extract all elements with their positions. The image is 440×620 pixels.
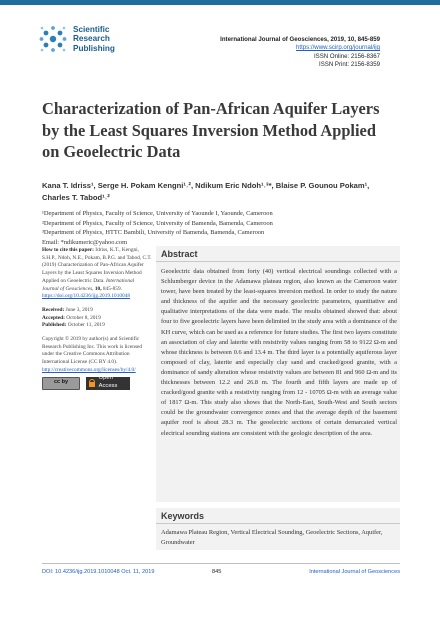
keywords-section [156, 508, 400, 550]
accepted-label: Accepted: [42, 314, 65, 321]
open-lock-icon [89, 379, 95, 387]
footer-doi[interactable]: DOI: 10.4236/ijg.2019.1010048 Oct. 11, 2019 [42, 569, 155, 575]
footer-divider [42, 563, 400, 564]
open-access-badge[interactable] [86, 377, 130, 390]
published-value: October 11, 2019 [67, 322, 105, 329]
cite-volume: 10, [94, 285, 102, 292]
cc-by-badge[interactable]: cc by [42, 377, 80, 390]
journal-citation: International Journal of Geosciences, 2019, 10, 845-859 [220, 36, 380, 43]
publisher-name-line: Scientific [73, 24, 110, 34]
received-date [42, 307, 152, 315]
cite-heading: How to cite this paper: [42, 247, 94, 253]
issn-print: ISSN Print: 2156-8359 [319, 61, 380, 69]
copyright-text: Copyright © 2019 by author(s) and Scientific Research Publishing Inc. This work is licensed under the Creative Commons Attribution International License (CC BY 4.0). [42, 336, 143, 366]
keywords-divider [156, 523, 400, 524]
citation-block [42, 247, 152, 301]
issn-online: ISSN Online: 2156-8367 [313, 52, 380, 60]
affiliation-item: ³Department of Physics, HTTC Bambili, University of Bamenda, Bamenda, Cameroon [42, 229, 265, 237]
page-number: 845 [212, 569, 222, 575]
accepted-date [42, 315, 152, 323]
accepted-value: October 8, 2019 [66, 314, 101, 321]
authors-line: Kana T. Idriss¹, Serge H. Pokam Kengni¹˒², Ndikum Eric Ndoh¹˒³*, Blaise P. Gounou Pokam¹, [42, 181, 370, 190]
affiliation-email[interactable]: Email: *ndikumeric@yahoo.com [42, 238, 128, 246]
article-title: Characterization of Pan-African Aquifer Layers by the Least Squares Inversion Method Applied on Geoelectric Data [42, 99, 380, 161]
license-link[interactable]: http://creativecommons.org/licenses/by/4.0/ [42, 366, 136, 373]
open-access-label: Open Access [98, 375, 118, 390]
publisher-name-line: Publishing [73, 43, 115, 53]
abstract-section [156, 246, 400, 502]
article-sidebar [42, 247, 152, 396]
publisher-name [73, 25, 115, 53]
received-value: June 3, 2019 [65, 306, 93, 313]
cite-doi-link[interactable]: https://doi.org/10.4236/ijg.2019.1010048 [42, 293, 131, 300]
dates-block [42, 307, 152, 330]
abstract-body: Geoelectric data obtained from forty (40) vertical electrical soundings collected with a Schlumberger device in the Adamawa plateau region, also known as the Cameroon water tower, have been treated by the least-squares inversion method. In order to study the nature and thickness of the aquifer and the necessary geoelectric parameters, quantitative and qualitative interpretations of the data were made. The results obtained showed that: about four to five geoelectric layers have been delimited in the study area with a dominance of the KH curve, which can be used as a reference for future studies. The first two layers constitute an association of clay and laterite with resistivity values ranging from 58 to 9122 Ω-m and whose thickness is between 0.6 and 13.4 m. The third layer is a potentially aquiferous layer composed of clay, laterite and especially clay sand and cracked/good granite, with a dominance of sandy alteration whose resistivity values are between 81 and 960 Ω-m and its thicknesses between 12.2 and 26.8 m. The fourth and fifth layers are made up of cracked/good granite with a resistivity ranging from 12 - 10705 Ω-m with an average value of 1817 Ω-m. This study also shows that the North-East, South-West and South sectors could be the groundwater convergence zones and that the average depth of the basement aquifer roof is about 28.3 m. The geoelectric sections of certain demarcated vertical electrical sounding stations are consistent with the geologic description of the area. [161, 268, 397, 437]
keywords-heading: Keywords [161, 511, 205, 521]
author-list [42, 180, 402, 204]
cite-pages: 845-859. [102, 285, 123, 292]
abstract-divider [156, 261, 400, 262]
received-label: Received: [42, 306, 65, 313]
scirp-logo-icon [38, 24, 68, 54]
publisher-name-line: Research [73, 34, 110, 44]
cite-journal: International Journal of Geosciences, [42, 277, 135, 292]
journal-info [220, 36, 380, 70]
cite-text: Idriss, K.T., Kengni, S.H.P., Ndoh, N.E., Pokam, B.P.G. and Tabod, C.T. (2019) Characterization of Pan-African Aquifer Layers by the Least Squares Inversion Method Applied on Geoelectric Data. [42, 247, 152, 284]
affiliation-item: ²Department of Physics, Faculty of Science, University of Bamenda, Bamenda, Cameroon [42, 219, 273, 227]
published-date [42, 322, 152, 330]
published-label: Published: [42, 322, 67, 329]
license-badges [42, 377, 152, 390]
affiliations [42, 209, 382, 247]
affiliation-item: ¹Department of Physics, Faculty of Science, University of Yaounde I, Yaounde, Cameroon [42, 210, 273, 217]
journal-url-link[interactable]: https://www.scirp.org/journal/ijg [296, 44, 380, 52]
footer-journal: International Journal of Geosciences [309, 569, 400, 575]
authors-line: Charles T. Tabod¹˒² [42, 193, 110, 202]
abstract-heading: Abstract [161, 249, 198, 259]
top-color-bar [0, 0, 440, 5]
copyright-block [42, 336, 152, 390]
keywords-body: Adamawa Plateau Region, Vertical Electrical Sounding, Geoelectric Sections, Aquifer, Groundwater [161, 529, 383, 546]
publisher-logo[interactable] [38, 24, 115, 54]
